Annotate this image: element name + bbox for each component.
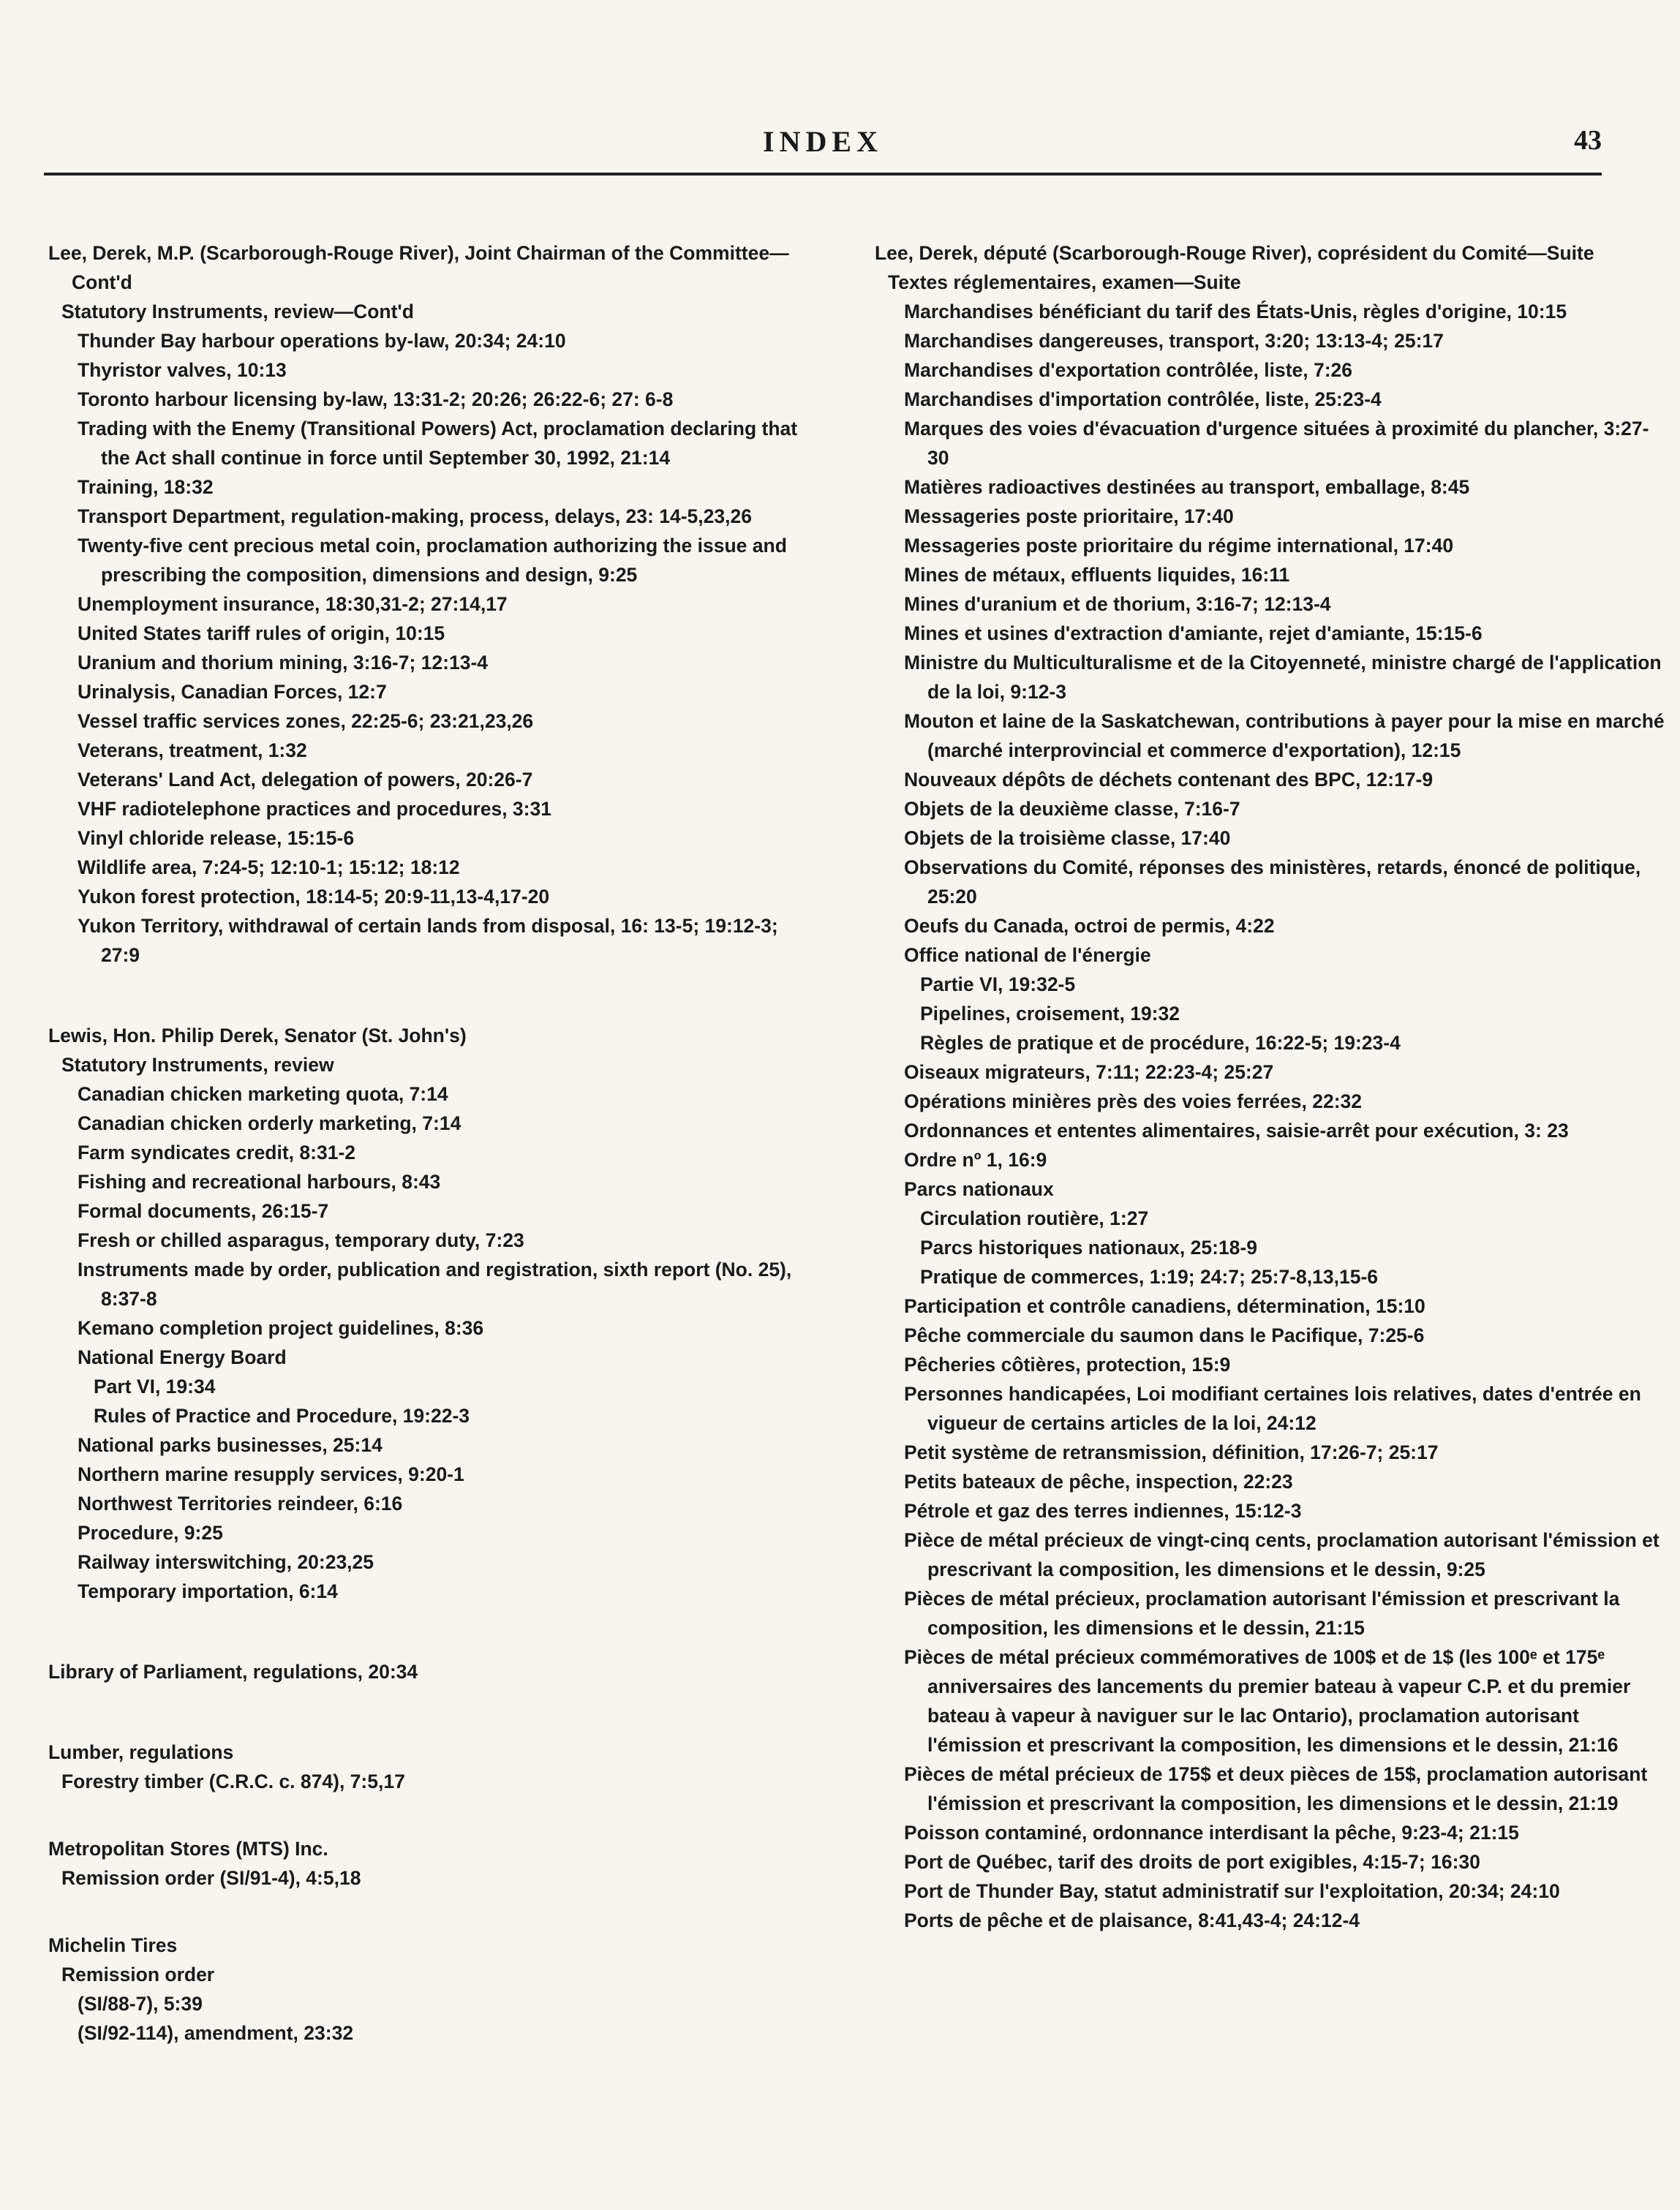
page-header — [44, 124, 1602, 180]
index-entry: Northern marine resupply services, 9:20-1 — [78, 1463, 464, 1485]
index-heading: Lee, Derek, M.P. (Scarborough-Rouge River), Joint Chairman of the Committee—Cont'd — [48, 242, 789, 293]
index-entry: Parcs historiques nationaux, 25:18-9 — [920, 1237, 1257, 1259]
index-entry: Petit système de retransmission, définition, 17:26-7; 25:17 — [904, 1441, 1439, 1463]
index-entry: Parcs nationaux — [904, 1178, 1054, 1200]
index-entry: Pipelines, croisement, 19:32 — [920, 1003, 1180, 1025]
index-entry: National parks businesses, 25:14 — [78, 1434, 383, 1456]
index-entry: Pratique de commerces, 1:19; 24:7; 25:7-8,13,15-6 — [920, 1266, 1379, 1288]
index-entry: Kemano completion project guidelines, 8:36 — [78, 1317, 484, 1339]
index-entry: Farm syndicates credit, 8:31-2 — [78, 1142, 356, 1164]
index-entry-list — [875, 1291, 1665, 1935]
index-heading: Lewis, Hon. Philip Derek, Senator (St. John's) — [48, 1025, 467, 1046]
index-entry: Poisson contaminé, ordonnance interdisant la pêche, 9:23-4; 21:15 — [904, 1822, 1519, 1844]
header-rule — [44, 173, 1602, 176]
index-entry: Messageries poste prioritaire, 17:40 — [904, 505, 1234, 527]
index-entry: Ministre du Multiculturalisme et de la Citoyenneté, ministre chargé de l'application de la loi, 9:12-3 — [904, 652, 1662, 703]
index-entry: Railway interswitching, 20:23,25 — [78, 1551, 374, 1573]
index-entry: Trading with the Enemy (Transitional Powers) Act, proclamation declaring that the Act shall continue in force until September 30, 1992, 21:14 — [78, 418, 798, 469]
index-entry: Matières radioactives destinées au transport, emballage, 8:45 — [904, 476, 1470, 498]
index-entry: Oeufs du Canada, octroi de permis, 4:22 — [904, 915, 1275, 937]
index-heading: Lee, Derek, député (Scarborough-Rouge River), coprésident du Comité—Suite — [875, 242, 1594, 264]
index-entry: Marques des voies d'évacuation d'urgence situées à proximité du plancher, 3:27-30 — [904, 418, 1649, 469]
index-entry: Partie VI, 19:32-5 — [920, 973, 1076, 995]
index-entry: Veterans' Land Act, delegation of powers, 20:26-7 — [78, 769, 533, 791]
index-entry: Oiseaux migrateurs, 7:11; 22:23-4; 25:27 — [904, 1061, 1274, 1083]
index-entry: Temporary importation, 6:14 — [78, 1580, 338, 1602]
index-entry-list — [875, 1057, 1665, 1204]
index-entry: Procedure, 9:25 — [78, 1522, 223, 1544]
index-entry: Office national de l'énergie — [904, 944, 1151, 966]
index-entry: Marchandises bénéficiant du tarif des États-Unis, règles d'origine, 10:15 — [904, 301, 1567, 323]
index-entry-list — [48, 1989, 809, 2048]
index-heading: Metropolitan Stores (MTS) Inc. — [48, 1838, 328, 1860]
index-entry: Port de Québec, tarif des droits de port exigibles, 4:15-7; 16:30 — [904, 1851, 1480, 1873]
index-entry: Thunder Bay harbour operations by-law, 20:34; 24:10 — [78, 330, 566, 352]
index-entry: Instruments made by order, publication and registration, sixth report (No. 25), 8:37-8 — [78, 1259, 792, 1310]
index-entry-list — [48, 1430, 809, 1606]
index-entry: Canadian chicken marketing quota, 7:14 — [78, 1083, 448, 1105]
index-heading: Michelin Tires — [48, 1934, 178, 1956]
index-entry: Vinyl chloride release, 15:15-6 — [78, 827, 355, 849]
index-entry: Urinalysis, Canadian Forces, 12:7 — [78, 681, 387, 703]
index-entry: Ordre nº 1, 16:9 — [904, 1149, 1047, 1171]
index-entry: Nouveaux dépôts de déchets contenant des BPC, 12:17-9 — [904, 769, 1434, 791]
index-entry: Objets de la deuxième classe, 7:16-7 — [904, 798, 1240, 820]
page-title: INDEX — [763, 125, 883, 158]
index-entry: Fresh or chilled asparagus, temporary duty, 7:23 — [78, 1229, 524, 1251]
index-entry: Opérations minières près des voies ferrées, 22:32 — [904, 1090, 1363, 1112]
index-entry: Wildlife area, 7:24-5; 12:10-1; 15:12; 18:12 — [78, 856, 460, 878]
index-entry: Rules of Practice and Procedure, 19:22-3 — [94, 1405, 470, 1427]
index-entry: Pétrole et gaz des terres indiennes, 15:12-3 — [904, 1500, 1302, 1522]
index-entry: Ordonnances et ententes alimentaires, saisie-arrêt pour exécution, 3: 23 — [904, 1120, 1569, 1142]
index-entry: Yukon forest protection, 18:14-5; 20:9-11,13-4,17-20 — [78, 886, 550, 908]
index-entry: Marchandises d'exportation contrôlée, liste, 7:26 — [904, 359, 1353, 381]
index-entry-list — [875, 1204, 1665, 1291]
index-entry: Uranium and thorium mining, 3:16-7; 12:13-4 — [78, 652, 489, 674]
left-column — [48, 238, 809, 2048]
index-entry: Veterans, treatment, 1:32 — [78, 739, 307, 761]
index-entry: Participation et contrôle canadiens, détermination, 15:10 — [904, 1295, 1425, 1317]
index-entry: Fishing and recreational harbours, 8:43 — [78, 1171, 441, 1193]
index-entry: Marchandises dangereuses, transport, 3:20; 13:13-4; 25:17 — [904, 330, 1444, 352]
index-entry: Unemployment insurance, 18:30,31-2; 27:14,17 — [78, 593, 508, 615]
index-subheading: Statutory Instruments, review—Cont'd — [61, 301, 414, 323]
index-entry: Pièces de métal précieux, proclamation autorisant l'émission et prescrivant la composition, les dimensions et le dessin, 21:15 — [904, 1588, 1620, 1639]
index-entry: Toronto harbour licensing by-law, 13:31-2; 20:26; 26:22-6; 27: 6-8 — [78, 388, 674, 410]
index-entry: (SI/92-114), amendment, 23:32 — [78, 2022, 354, 2044]
index-entry: Pièces de métal précieux de 175$ et deux pièces de 15$, proclamation autorisant l'émission et prescrivant la composition, les dimensions et le dessin, 21:19 — [904, 1763, 1648, 1814]
index-entry: Training, 18:32 — [78, 476, 214, 498]
index-entry-list — [48, 326, 809, 970]
index-entry: Canadian chicken orderly marketing, 7:14 — [78, 1112, 462, 1134]
index-entry-list — [875, 297, 1665, 970]
index-subheading: Textes réglementaires, examen—Suite — [888, 271, 1241, 293]
index-entry: Twenty-five cent precious metal coin, proclamation authorizing the issue and prescribing the composition, dimensions and design, 9:25 — [78, 535, 787, 586]
page-number: 43 — [1574, 125, 1602, 156]
index-heading: Lumber, regulations — [48, 1741, 234, 1763]
right-column — [875, 238, 1665, 1935]
index-entry: Mines de métaux, effluents liquides, 16:11 — [904, 564, 1290, 586]
index-entry: Règles de pratique et de procédure, 16:22-5; 19:23-4 — [920, 1032, 1401, 1054]
index-entry: Mines et usines d'extraction d'amiante, rejet d'amiante, 15:15-6 — [904, 622, 1483, 644]
index-entry: Pêcheries côtières, protection, 15:9 — [904, 1354, 1231, 1376]
index-entry: United States tariff rules of origin, 10:15 — [78, 622, 445, 644]
index-entry: Observations du Comité, réponses des ministères, retards, énoncé de politique, 25:20 — [904, 856, 1641, 908]
index-entry: Forestry timber (C.R.C. c. 874), 7:5,17 — [61, 1770, 405, 1792]
index-entry: Circulation routière, 1:27 — [920, 1207, 1149, 1229]
index-subheading: Remission order — [61, 1964, 215, 1985]
index-subheading: Statutory Instruments, review — [61, 1054, 334, 1076]
index-entry: Formal documents, 26:15-7 — [78, 1200, 329, 1222]
index-entry: Remission order (SI/91-4), 4:5,18 — [61, 1867, 361, 1889]
index-entry-list — [875, 970, 1665, 1057]
index-entry: (SI/88-7), 5:39 — [78, 1993, 203, 2015]
index-entry: Part VI, 19:34 — [94, 1376, 216, 1398]
index-entry-list — [48, 1079, 809, 1372]
index-entry: Mouton et laine de la Saskatchewan, contributions à payer pour la mise en marché (marché interprovincial et commerce d'exportation), 12:15 — [904, 710, 1665, 761]
index-entry: National Energy Board — [78, 1346, 287, 1368]
index-entry: Vessel traffic services zones, 22:25-6; 23:21,23,26 — [78, 710, 534, 732]
index-entry: Thyristor valves, 10:13 — [78, 359, 287, 381]
index-entry: Personnes handicapées, Loi modifiant certaines lois relatives, dates d'entrée en vigueur de certains articles de la loi, 24:12 — [904, 1383, 1641, 1434]
index-entry: Objets de la troisième classe, 17:40 — [904, 827, 1231, 849]
index-entry: Yukon Territory, withdrawal of certain lands from disposal, 16: 13-5; 19:12-3; 27:9 — [78, 915, 778, 966]
index-entry: Marchandises d'importation contrôlée, liste, 25:23-4 — [904, 388, 1382, 410]
index-entry: Pièces de métal précieux commémoratives de 100$ et de 1$ (les 100ᵉ et 175ᵉ anniversaires des lancements du premier bateau à vapeur C.P. et du premier bateau à vapeur à naviguer sur le lac Ontario), proclamation autorisant l'émission et prescrivant la composition, les dimensions et le dessin, 21:16 — [904, 1646, 1631, 1756]
index-entry: Pièce de métal précieux de vingt-cinq cents, proclamation autorisant l'émission et prescrivant la composition, les dimensions et le dessin, 9:25 — [904, 1529, 1660, 1580]
index-entry: Transport Department, regulation-making, process, delays, 23: 14-5,23,26 — [78, 505, 752, 527]
index-entry: Port de Thunder Bay, statut administratif sur l'exploitation, 20:34; 24:10 — [904, 1880, 1560, 1902]
index-heading: Library of Parliament, regulations, 20:34 — [48, 1661, 418, 1683]
index-entry: Northwest Territories reindeer, 6:16 — [78, 1493, 403, 1515]
index-entry-list — [48, 1372, 809, 1430]
index-entry: VHF radiotelephone practices and procedures, 3:31 — [78, 798, 551, 820]
index-entry: Messageries poste prioritaire du régime international, 17:40 — [904, 535, 1454, 557]
index-entry: Pêche commerciale du saumon dans le Pacifique, 7:25-6 — [904, 1324, 1425, 1346]
index-entry: Mines d'uranium et de thorium, 3:16-7; 12:13-4 — [904, 593, 1331, 615]
index-entry: Petits bateaux de pêche, inspection, 22:23 — [904, 1471, 1293, 1493]
index-entry: Ports de pêche et de plaisance, 8:41,43-4; 24:12-4 — [904, 1909, 1360, 1931]
